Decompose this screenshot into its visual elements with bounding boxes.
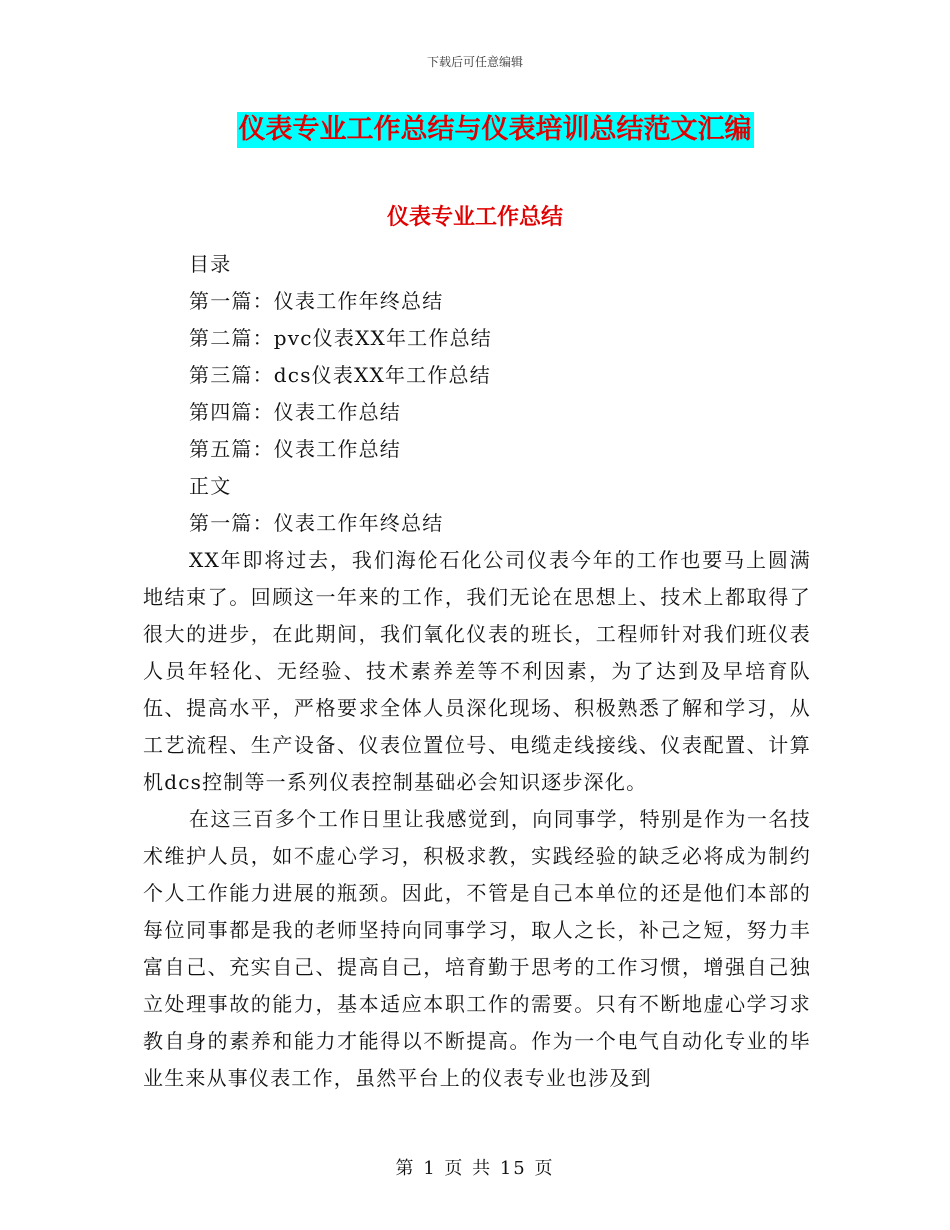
toc-item: 第三篇：dcs仪表XX年工作总结: [189, 363, 491, 387]
page-number-footer: 第 1 页 共 15 页: [395, 1158, 555, 1179]
part-heading: 第一篇：仪表工作年终总结: [189, 511, 444, 535]
document-title-container: [0, 112, 950, 148]
body-paragraph: 在这三百多个工作日里让我感觉到，向同事学，特别是作为一名技术维护人员，如不虚心学习，积极求教，实践经验的缺乏必将成为制约个人工作能力进展的瓶颈。因此，不管是自己本单位的还是他们本部的每位同事都是我的老师坚持向同事学习，取人之长，补己之短，努力丰富自己、充实自己、提高自己，培育勤于思考的工作习惯，增强自己独立处理事故的能力，基本适应本职工作的需要。只有不断地虚心学习求教自身的素养和能力才能得以不断提高。作为一个电气自动化专业的毕业生来从事仪表工作，虽然平台上的仪表专业也涉及到: [143, 807, 811, 1090]
toc-item: 第四篇：仪表工作总结: [189, 400, 401, 424]
document-title: 仪表专业工作总结与仪表培训总结范文汇编: [237, 112, 754, 148]
body-heading: 正文: [189, 474, 232, 498]
toc-item: 第二篇：pvc仪表XX年工作总结: [189, 326, 492, 350]
toc-item: 第五篇：仪表工作总结: [189, 437, 401, 461]
toc-item: 第一篇：仪表工作年终总结: [189, 289, 444, 313]
toc-heading: 目录: [189, 252, 232, 276]
section-title: 仪表专业工作总结: [386, 205, 563, 230]
page-header-note: 下载后可任意编辑: [426, 55, 523, 69]
document-body: [143, 246, 811, 1097]
body-paragraph: XX年即将过去，我们海伦石化公司仪表今年的工作也要马上圆满地结束了。回顾这一年来的工作，我们无论在思想上、技术上都取得了很大的进步，在此期间，我们氧化仪表的班长，工程师针对我们班仪表人员年轻化、无经验、技术素养差等不利因素，为了达到及早培育队伍、提高水平，严格要求全体人员深化现场、积极熟悉了解和学习，从工艺流程、生产设备、仪表位置位号、电缆走线接线、仪表配置、计算机dcs控制等一系列仪表控制基础必会知识逐步深化。: [143, 548, 811, 794]
